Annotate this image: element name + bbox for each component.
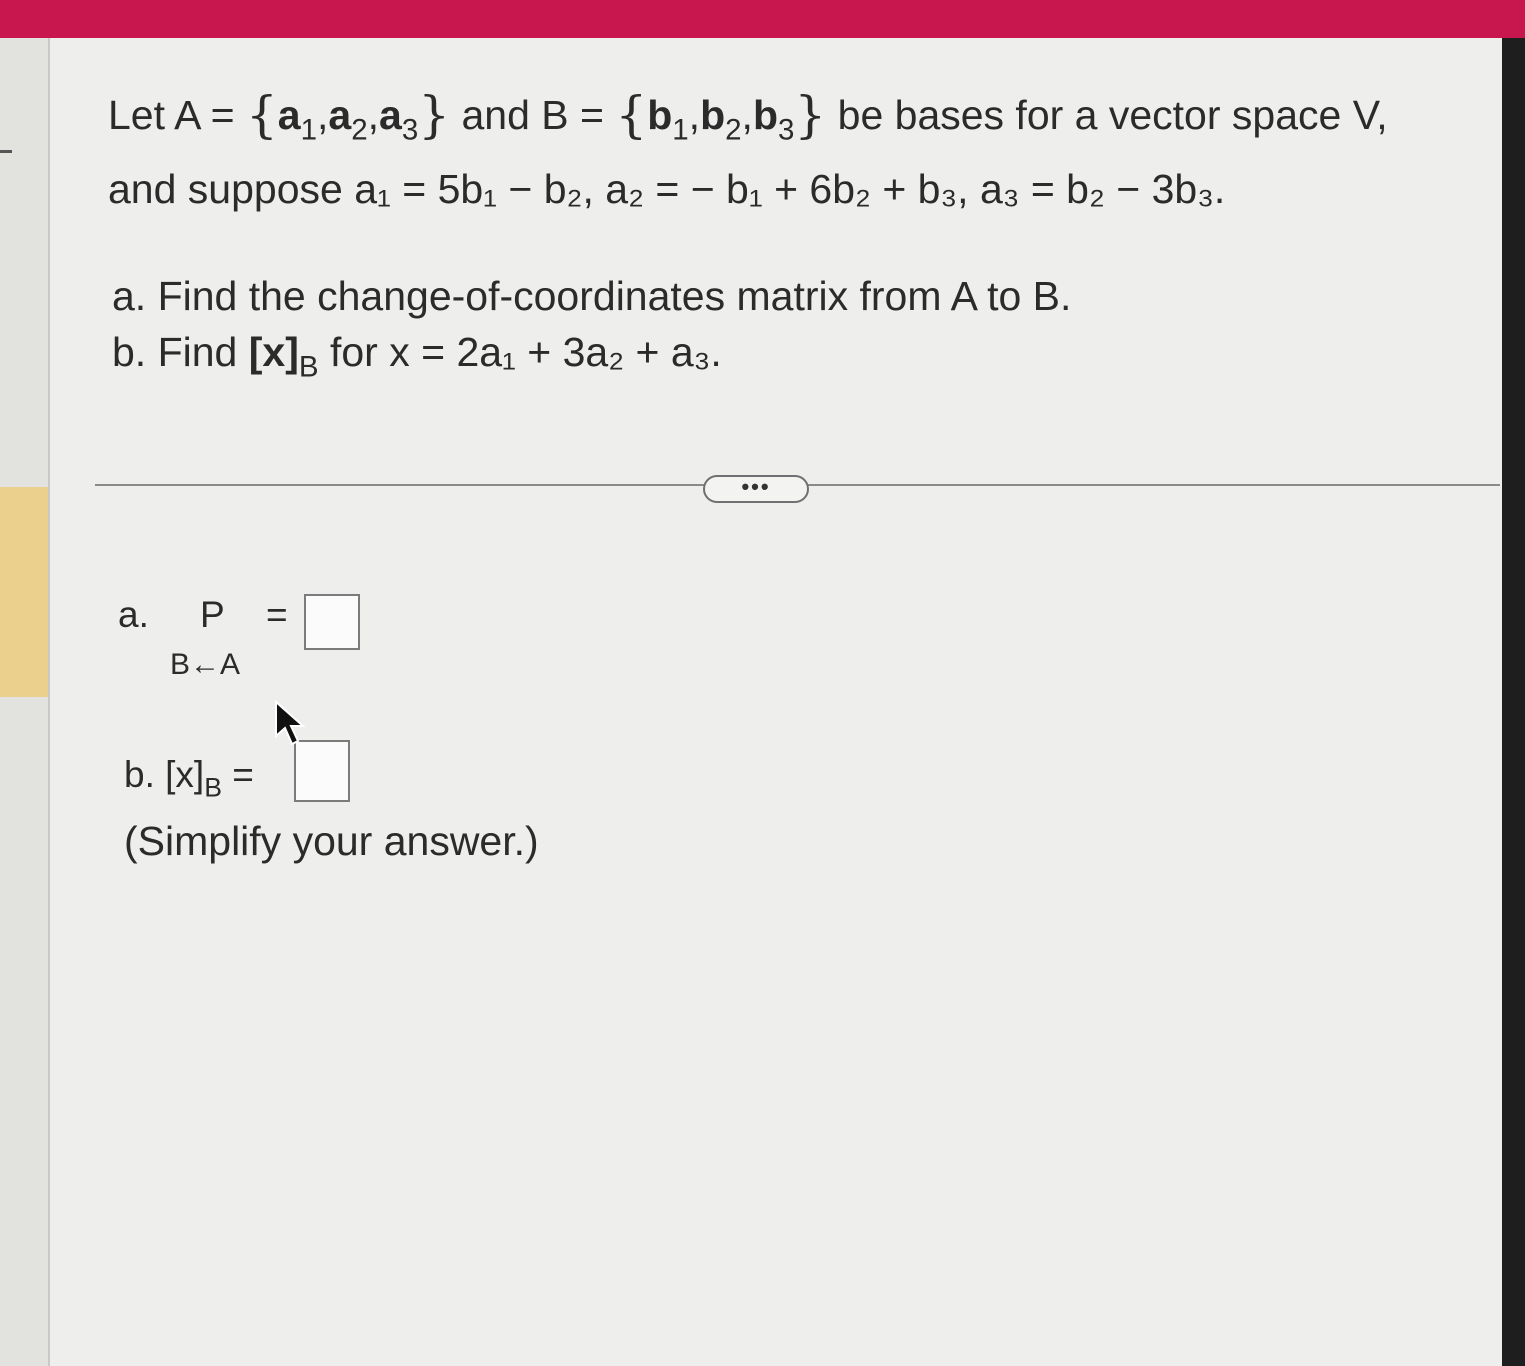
screen-right-edge (1502, 38, 1525, 1366)
matrix-p-symbol: P (200, 594, 225, 635)
equation-a3: a₃ = b₂ − 3b₃. (979, 166, 1226, 212)
question-line-2: and suppose a₁ = 5b₁ − b₂, a₂ = − b₁ + 6b₂ + b₃, a₃ = b₂ − 3b₃. (108, 166, 1226, 212)
part-a-prompt: a. Find the change-of-coordinates matrix from A to B. (112, 273, 1072, 319)
more-options-button[interactable]: ••• (703, 475, 809, 503)
mouse-pointer-icon (274, 700, 308, 752)
part-b-prompt: b. Find $[x]_B$ for x = 2a₁ + 3a₂ + a₃. (112, 329, 722, 384)
simplify-note: (Simplify your answer.) (124, 818, 539, 864)
question-parts (112, 268, 1072, 384)
answer-b-label: b. $[x]_B$ = (124, 754, 254, 803)
let-a-label: Let A = (108, 92, 235, 138)
equation-a1: a₁ = 5b₁ − b₂, (354, 166, 594, 212)
question-line-1: Let $A = \{a_1,a_2,a_3\}$ and $B = \{b_1,b_2,b_3\}$ be bases for a vector space V, (108, 86, 1388, 147)
question-panel (48, 38, 1507, 1366)
gutter-dash (0, 150, 12, 153)
question-text (108, 78, 1498, 226)
answer-a-label: a. (118, 594, 149, 635)
left-gutter (0, 38, 48, 1366)
answer-a-equals: = (266, 594, 288, 635)
matrix-p-subscript: B←A (170, 648, 241, 681)
browser-top-bar (0, 0, 1525, 38)
question-line-1-tail: be bases for a vector space V, (837, 92, 1388, 138)
and-b-label: and B = (461, 92, 604, 138)
answer-a-input[interactable] (304, 594, 360, 650)
equation-a2: a₂ = − b₁ + 6b₂ + b₃, (605, 166, 969, 212)
